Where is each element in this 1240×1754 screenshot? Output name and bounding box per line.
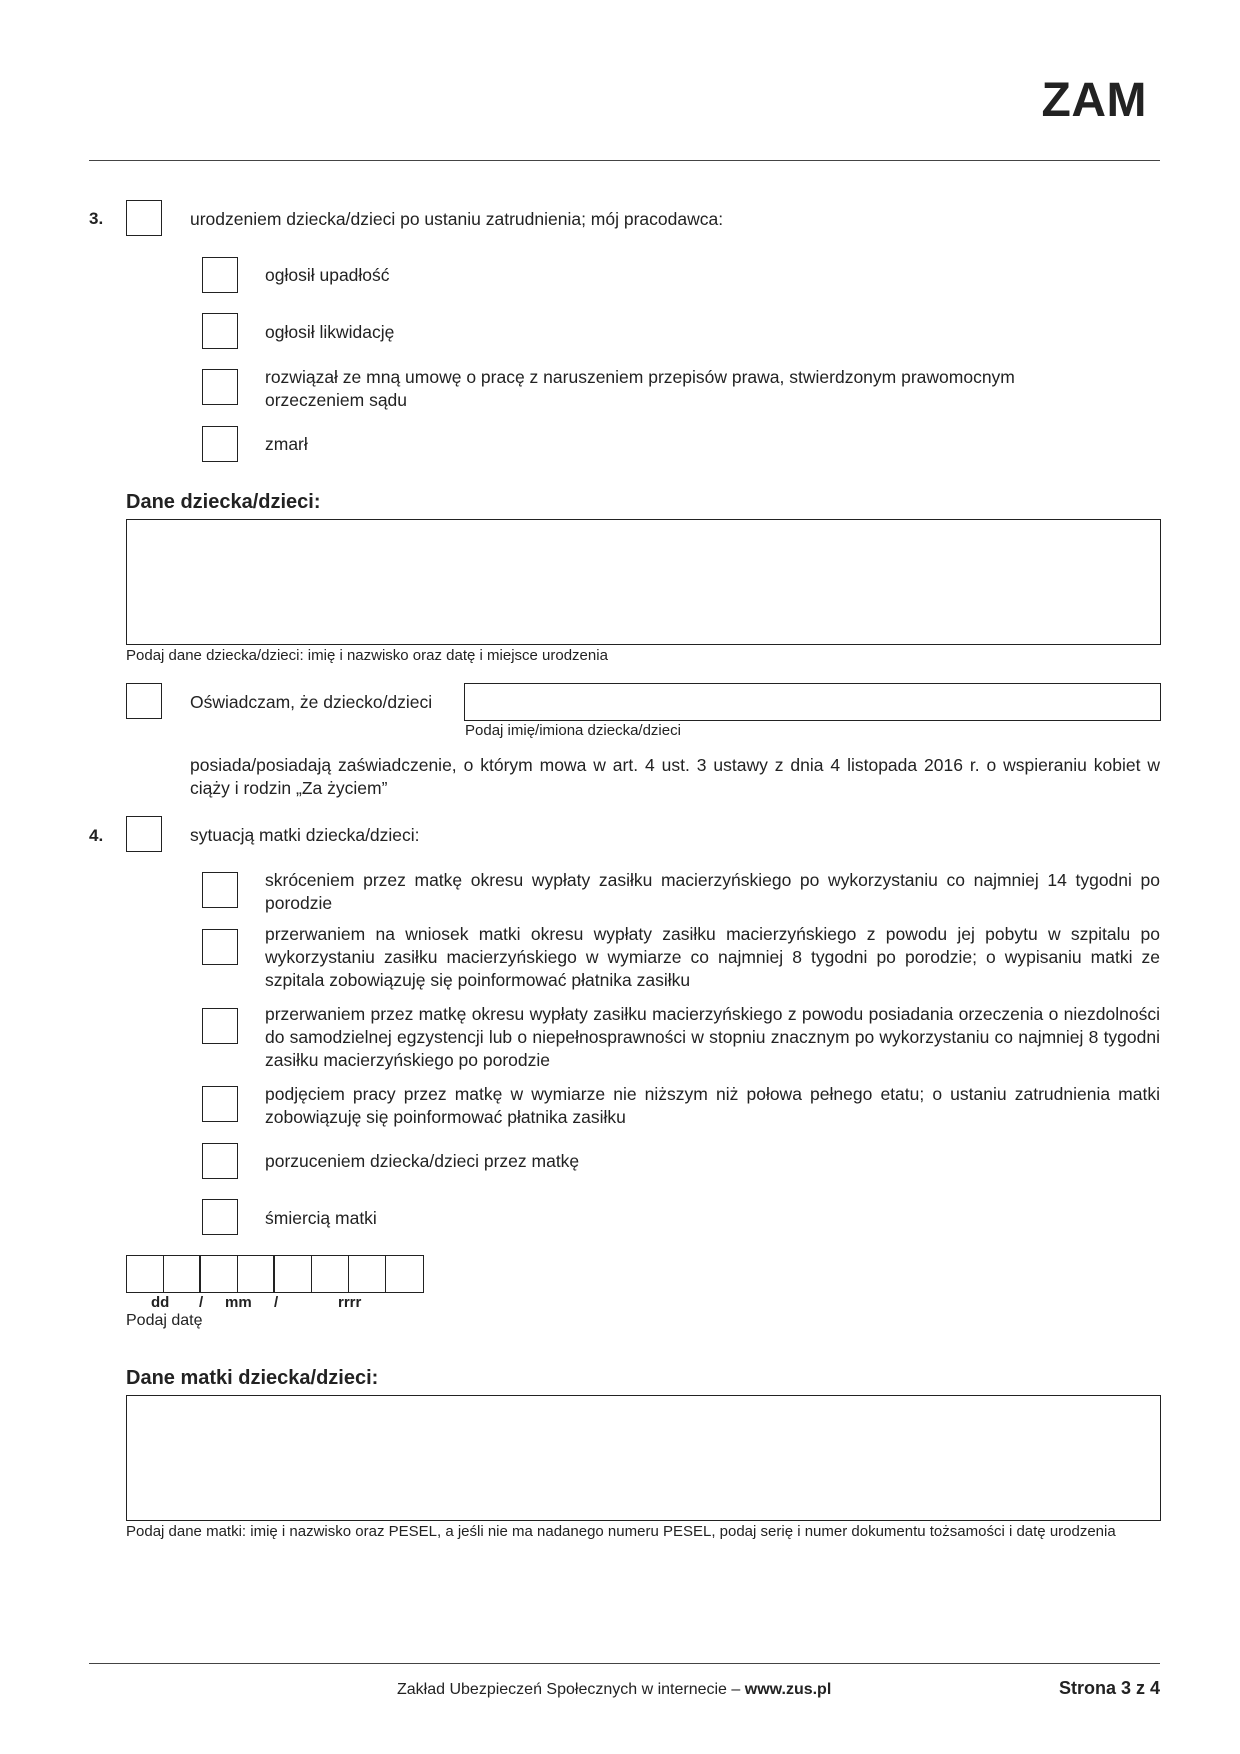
option-disability-label: przerwaniem przez matkę okresu wypłaty zasiłku macierzyńskiego z powodu posiadania orzeczenia o niezdolności do samodzielnej egzystencji lub o niepełnosprawności w stopniu znacznym po wykorzystaniu co najmniej 8 tygodni zasiłku macierzyńskiego po porodzie [265, 1004, 1160, 1070]
date-month-2-cell[interactable] [238, 1256, 275, 1292]
footer-org-text [397, 1681, 831, 1699]
section-4-checkbox[interactable] [126, 816, 162, 852]
footer-divider [89, 1663, 1160, 1664]
date-day-2-cell[interactable] [164, 1256, 201, 1292]
option-bankruptcy-checkbox[interactable] [202, 257, 238, 293]
option-employer-died-checkbox[interactable] [202, 426, 238, 462]
child-data-heading: Dane dziecka/dzieci: [126, 491, 321, 513]
option-work-checkbox[interactable] [202, 1086, 238, 1122]
option-work-label: podjęciem pracy przez matkę w wymiarze nie niższym niż połowa pełnego etatu; o ustaniu zatrudnienia matki zobowiązuję się poinformować płatnika zasiłku [265, 1084, 1160, 1127]
section-3-label: urodzeniem dziecka/dzieci po ustaniu zatrudnienia; mój pracodawca: [190, 209, 724, 229]
option-liquidation-checkbox[interactable] [202, 313, 238, 349]
option-contract-terminated-checkbox[interactable] [202, 369, 238, 405]
option-hospital-checkbox[interactable] [202, 929, 238, 965]
date-year-2-cell[interactable] [312, 1256, 349, 1292]
footer-url-link[interactable]: www.zus.pl [744, 1681, 832, 1698]
section-4-number: 4. [89, 826, 104, 845]
option-liquidation-label: ogłosił likwidację [265, 322, 395, 342]
declaration-child-name-hint: Podaj imię/imiona dziecka/dzieci [465, 722, 681, 739]
mother-data-hint: Podaj dane matki: imię i nazwisko oraz PESEL, a jeśli nie ma nadanego numeru PESEL, podaj serię i numer dokumentu tożsamości i datę urodzenia [126, 1523, 1116, 1540]
section-3-checkbox[interactable] [126, 200, 162, 236]
date-year-1-cell[interactable] [275, 1256, 312, 1292]
option-bankruptcy-label: ogłosił upadłość [265, 265, 390, 285]
child-data-hint: Podaj dane dziecka/dzieci: imię i nazwisko oraz datę i miejsce urodzenia [126, 647, 608, 664]
declaration-child-name-field[interactable] [464, 683, 1161, 721]
mother-data-field[interactable] [126, 1395, 1161, 1521]
date-year-4-cell[interactable] [386, 1256, 423, 1292]
date-yyyy-label: rrrr [338, 1294, 362, 1311]
option-mother-death-label: śmiercią matki [265, 1208, 377, 1228]
declaration-text: posiada/posiadają zaświadczenie, o którym mowa w art. 4 ust. 3 ustawy z dnia 4 listopada 2016 r. o wspieraniu kobiet w ciąży i rodzin „Za życiem” [190, 755, 1160, 798]
date-day-1-cell[interactable] [127, 1256, 164, 1292]
option-employer-died-label: zmarł [265, 434, 308, 454]
option-disability-checkbox[interactable] [202, 1008, 238, 1044]
date-slash-1: / [199, 1294, 204, 1311]
date-year-3-cell[interactable] [349, 1256, 386, 1292]
child-data-field[interactable] [126, 519, 1161, 645]
date-mm-label: mm [225, 1294, 252, 1311]
date-slash-2: / [274, 1294, 279, 1311]
date-month-1-cell[interactable] [201, 1256, 238, 1292]
date-dd-label: dd [151, 1294, 170, 1311]
footer-org-label: Zakład Ubezpieczeń Społecznych w internecie – [397, 1681, 745, 1698]
section-3-number: 3. [89, 209, 104, 228]
option-abandonment-checkbox[interactable] [202, 1143, 238, 1179]
option-shortened-label: skróceniem przez matkę okresu wypłaty zasiłku macierzyńskiego po wykorzystaniu co najmniej 14 tygodni po porodzie [265, 870, 1160, 913]
date-hint: Podaj datę [126, 1312, 203, 1329]
option-hospital-label: przerwaniem na wniosek matki okresu wypłaty zasiłku macierzyńskiego z powodu jej pobytu w szpitalu po wykorzystaniu zasiłku macierzyńskiego w wymiarze co najmniej 8 tygodni po porodzie; o wypisaniu matki ze szpitala zobowiązuję się poinformować płatnika zasiłku [265, 924, 1160, 990]
declaration-checkbox[interactable] [126, 683, 162, 719]
option-abandonment-label: porzuceniem dziecka/dzieci przez matkę [265, 1151, 580, 1171]
header-divider [89, 160, 1160, 161]
date-input[interactable] [126, 1255, 424, 1293]
option-mother-death-checkbox[interactable] [202, 1199, 238, 1235]
form-code: ZAM [1041, 74, 1147, 127]
declaration-label: Oświadczam, że dziecko/dzieci [190, 692, 433, 712]
option-shortened-checkbox[interactable] [202, 872, 238, 908]
mother-data-heading: Dane matki dziecka/dzieci: [126, 1367, 379, 1389]
option-contract-terminated-label: rozwiązał ze mną umowę o pracę z naruszeniem przepisów prawa, stwierdzonym prawomocnym orzeczeniem sądu [265, 367, 1015, 410]
section-4-label: sytuacją matki dziecka/dzieci: [190, 825, 420, 845]
page-number: Strona 3 z 4 [1058, 1678, 1160, 1698]
